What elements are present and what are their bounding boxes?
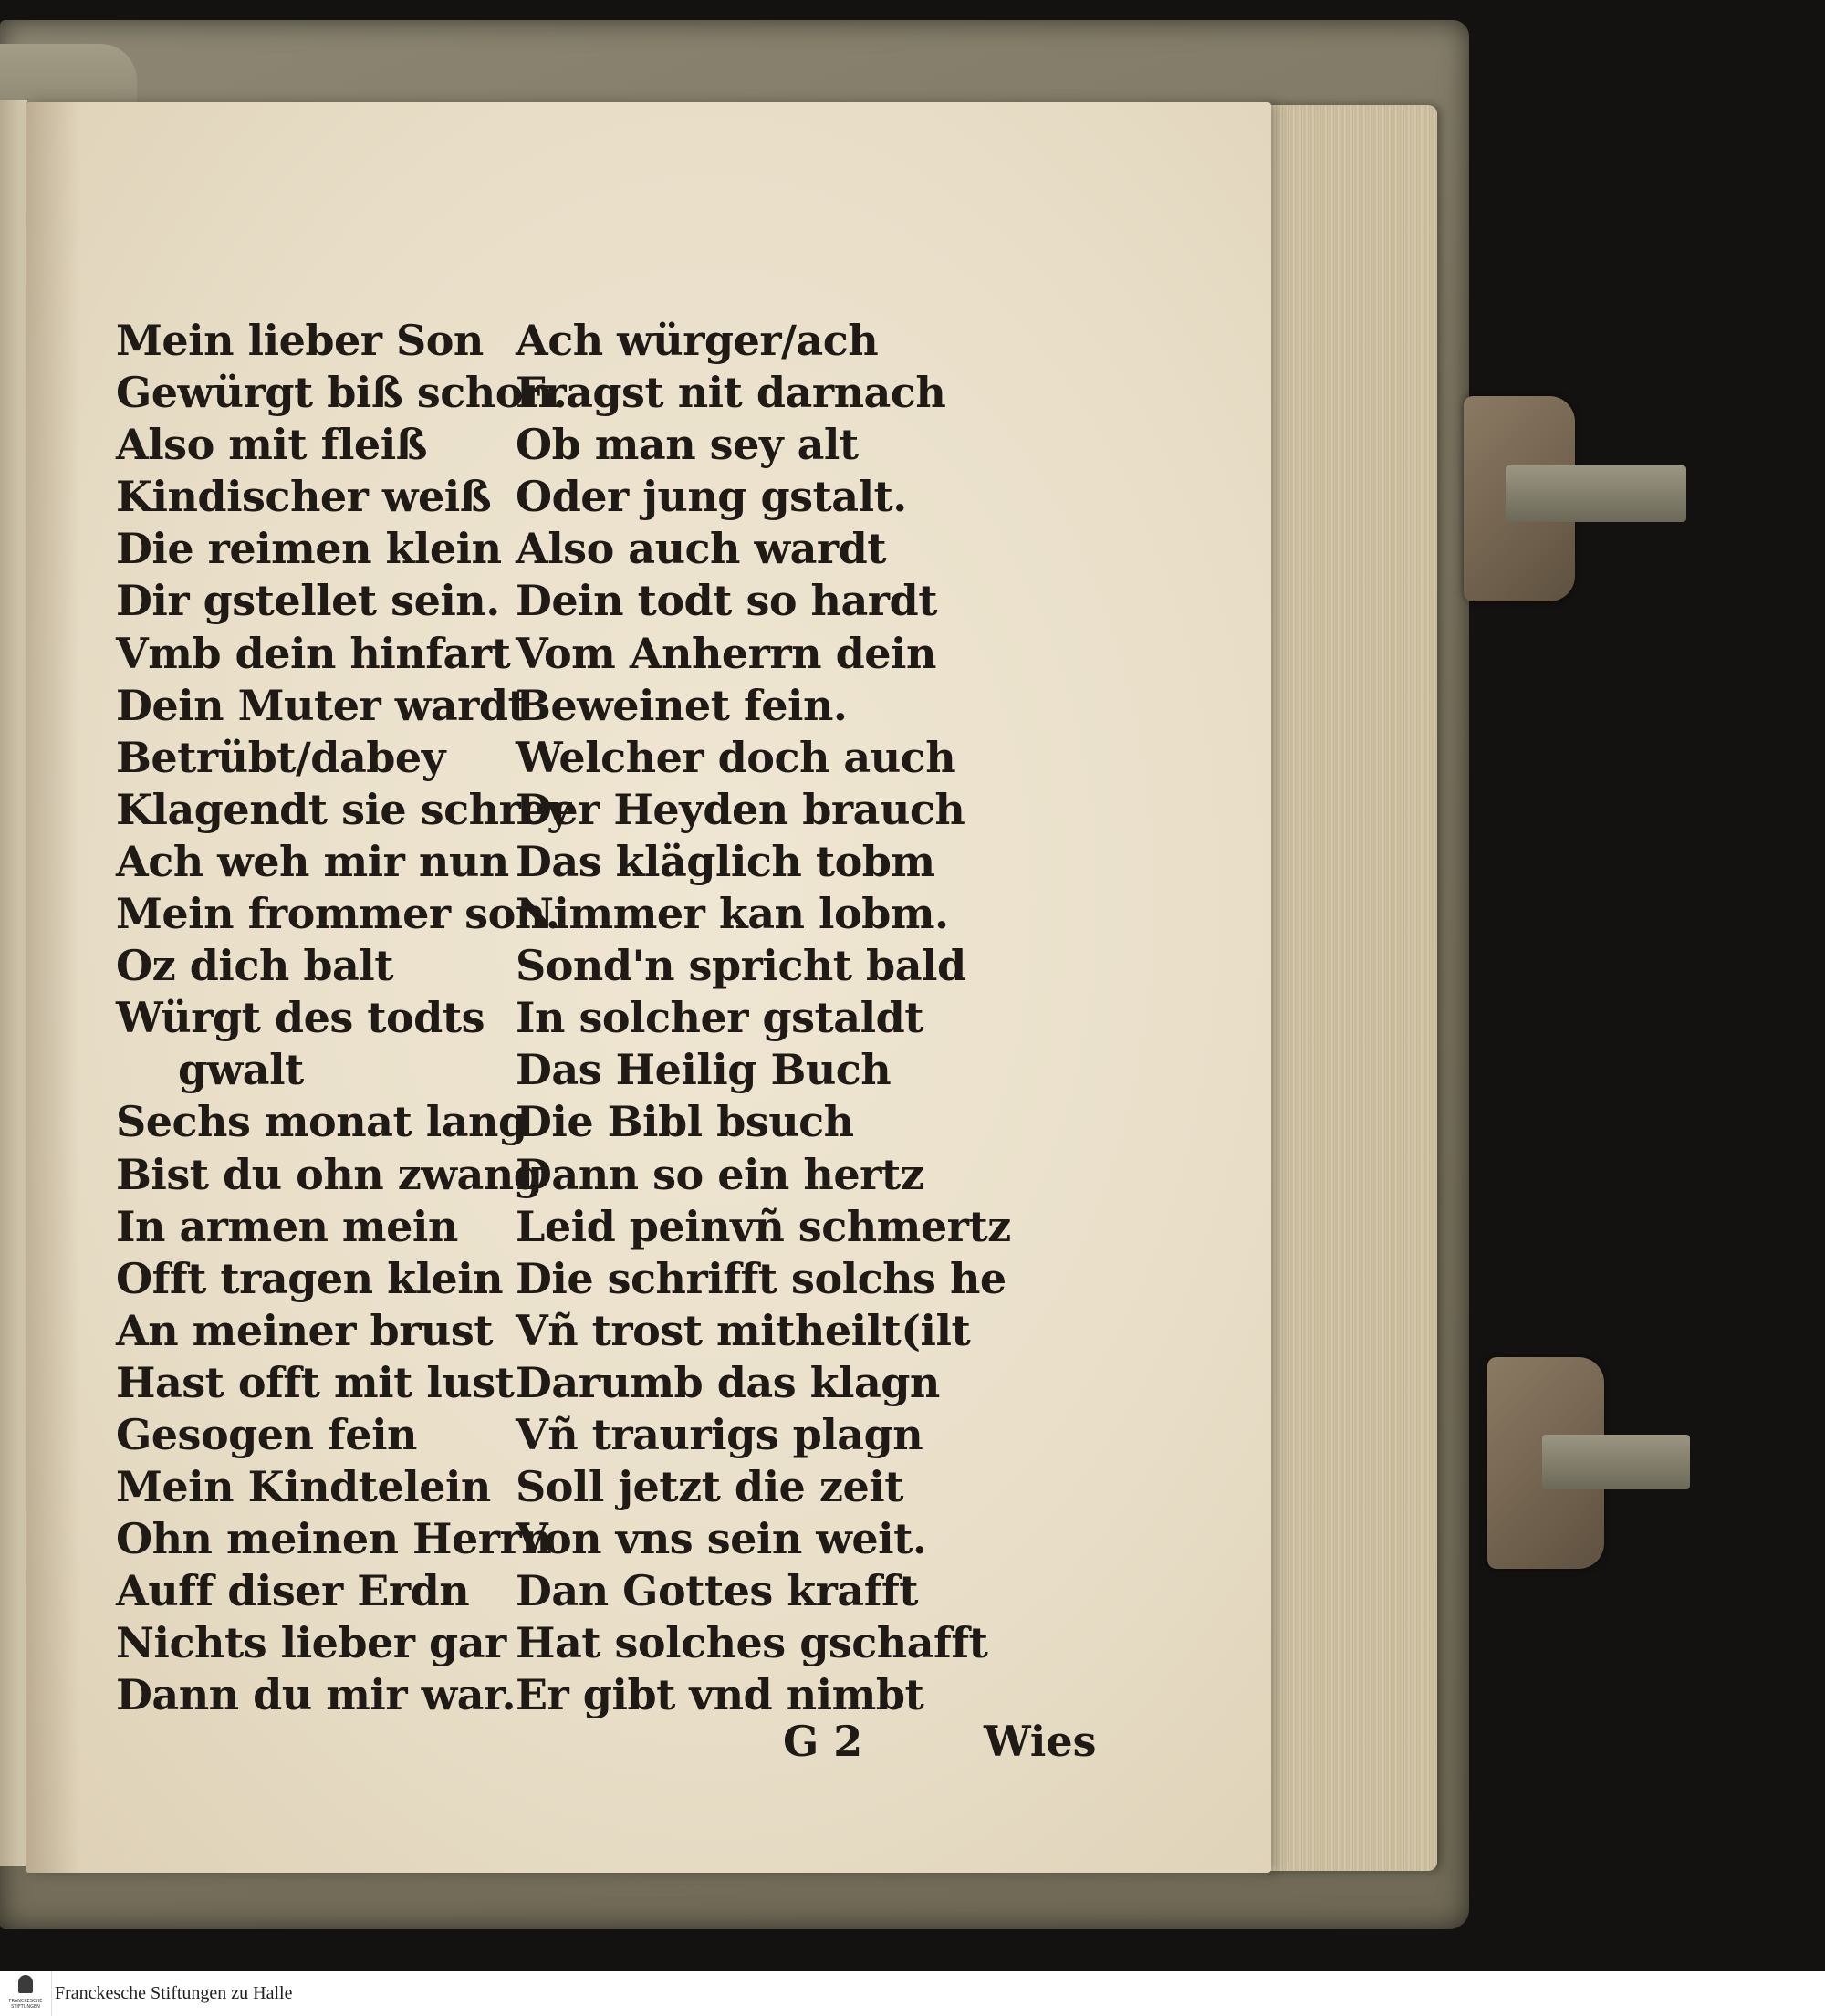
- verse-line: In armen mein: [116, 1201, 458, 1251]
- verse-line: Er gibt vnd nimbt: [516, 1670, 924, 1720]
- verse-line: Die schrifft solchs he: [516, 1253, 1006, 1303]
- verse-line: Die Bibl bsuch: [516, 1097, 854, 1147]
- verse-line: Nichts lieber gar: [116, 1618, 506, 1668]
- page-block-edge: [1264, 105, 1437, 1871]
- gutter-shadow: [26, 102, 80, 1873]
- verse-line: Ach weh mir nun: [116, 836, 509, 886]
- verse-line: Gewürgt biß schon.: [116, 368, 568, 418]
- verse-line: Also mit fleiß: [116, 420, 428, 470]
- verse-line: Hat solches gschafft: [516, 1618, 988, 1668]
- verse-line: Dir gstellet sein.: [116, 576, 500, 626]
- verse-line: Von vns sein weit.: [516, 1514, 927, 1564]
- verse-line: Betrübt/dabey: [116, 732, 445, 782]
- left-page-edge: [0, 100, 27, 1866]
- verse-line: Oz dich balt: [116, 941, 394, 991]
- verse-line: Beweinet fein.: [516, 680, 848, 730]
- verse-line: Sechs monat lang: [116, 1097, 527, 1147]
- verse-line: Bist du ohn zwang: [116, 1149, 543, 1199]
- verse-line: Kindischer weiß: [116, 472, 492, 522]
- verse-line: Welcher doch auch: [516, 732, 956, 782]
- verse-line: Vñ traurigs plagn: [516, 1409, 923, 1459]
- verse-line: Dein todt so hardt: [516, 576, 937, 626]
- verse-line: Die reimen klein: [116, 524, 502, 574]
- verse-line: Soll jetzt die zeit: [516, 1462, 903, 1512]
- left-verse-column: [116, 315, 570, 1722]
- verse-line: Ach würger/ach: [516, 316, 879, 365]
- verse-line: Mein lieber Son: [116, 316, 484, 365]
- verse-line: Offt tragen klein: [116, 1253, 504, 1303]
- verse-line: Das kläglich tobm: [516, 836, 935, 886]
- signature-mark: G 2: [783, 1717, 863, 1766]
- verse-line: Sond'n spricht bald: [516, 941, 966, 991]
- verse-line: Mein frommer son.: [116, 889, 560, 939]
- verse-line: Klagendt sie schrey: [116, 784, 571, 834]
- verse-line: Vñ trost mitheilt(ilt: [516, 1305, 971, 1355]
- verse-line: Ohn meinen Herrn: [116, 1514, 552, 1564]
- verse-line: Dan Gottes krafft: [516, 1566, 919, 1616]
- logo-caption: FRANCKESCHE STIFTUNGEN: [8, 1999, 43, 2010]
- verse-line: Nimmer kan lobm.: [516, 889, 949, 939]
- verse-line: Vom Anherrn dein: [516, 628, 936, 678]
- verse-line: Mein Kindtelein: [116, 1462, 491, 1512]
- verse-line-continuation: gwalt: [178, 1045, 304, 1095]
- clasp-lower-bar: [1542, 1435, 1690, 1489]
- verse-line: In solcher gstaldt: [516, 993, 924, 1043]
- catchword: Wies: [984, 1717, 1097, 1766]
- verse-line: Leid peinvñ schmertz: [516, 1201, 1011, 1251]
- verse-line: Das Heilig Buch: [516, 1045, 892, 1095]
- verse-line: Der Heyden brauch: [516, 784, 965, 834]
- verse-line: Darumb das klagn: [516, 1357, 940, 1407]
- verse-line: Vmb dein hinfart: [116, 628, 511, 678]
- institution-name-link[interactable]: Franckesche Stiftungen zu Halle: [55, 1983, 293, 2003]
- verse-line: Dein Muter wardt: [116, 680, 527, 730]
- verse-line: Dann du mir war.: [116, 1670, 516, 1720]
- right-verse-column: [516, 315, 1011, 1722]
- verse-line: Also auch wardt: [516, 524, 887, 574]
- verse-line: Ob man sey alt: [516, 420, 859, 470]
- clasp-upper-bar: [1506, 465, 1686, 522]
- verse-line: Dann so ein hertz: [516, 1149, 924, 1199]
- verse-line: An meiner brust: [116, 1305, 494, 1355]
- building-icon: [18, 1975, 33, 1993]
- verse-line: Fragst nit darnach: [516, 368, 946, 418]
- verse-line: Hast offt mit lust: [116, 1357, 515, 1407]
- verse-line: Auff diser Erdn: [116, 1566, 470, 1616]
- verse-line: Gesogen fein: [116, 1409, 417, 1459]
- verse-line: Oder jung gstalt.: [516, 472, 907, 522]
- verse-line: Würgt des todts: [116, 993, 485, 1043]
